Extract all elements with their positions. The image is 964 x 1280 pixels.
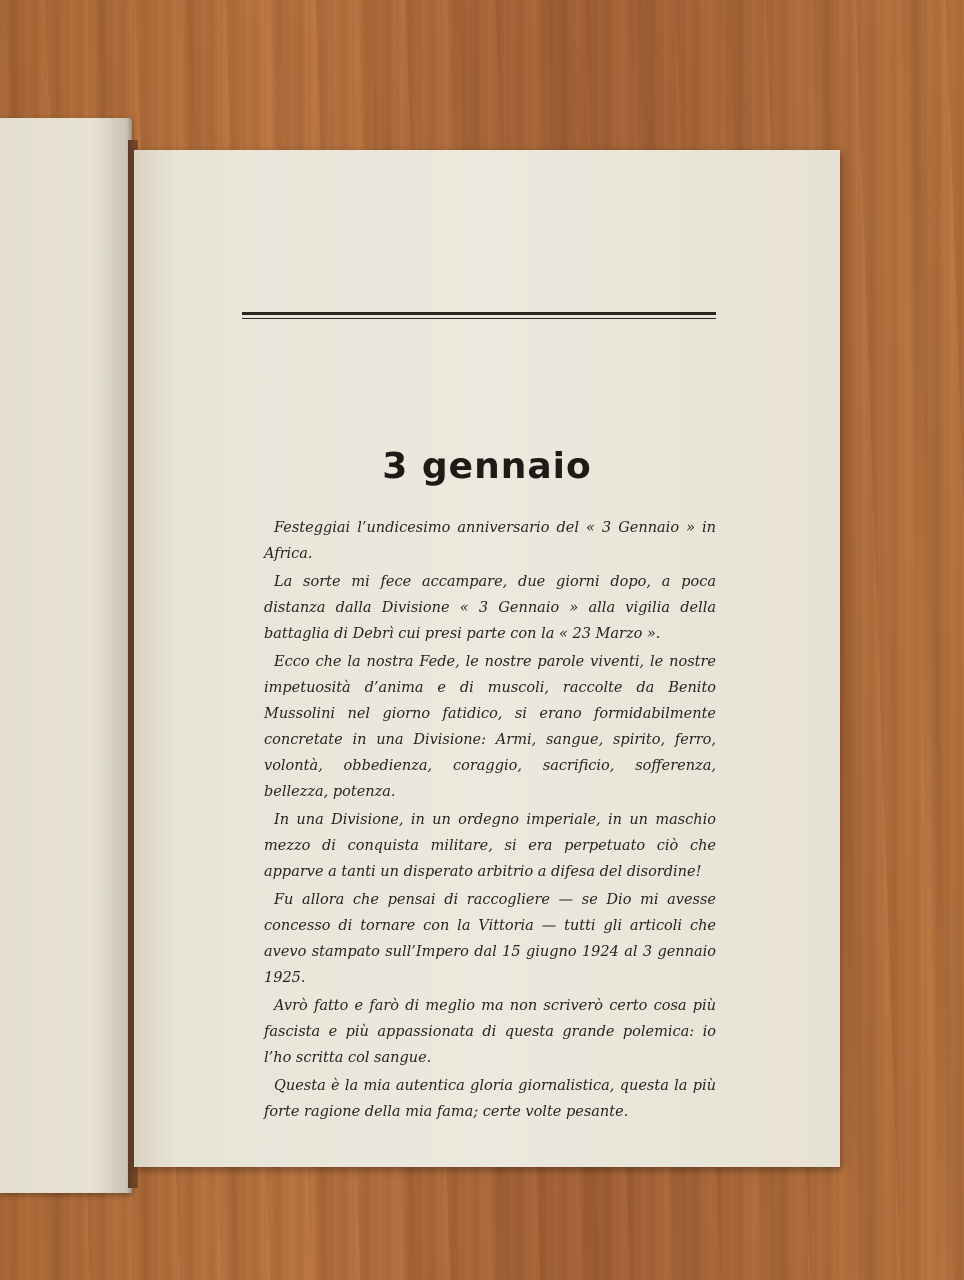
paragraph: In una Divisione, in un ordegno imperiale, in un maschio mezzo di conquista militare, si era perpetuato ciò che apparve a tanti un disperato arbitrio a difesa del disordine! — [264, 812, 716, 880]
paragraph: Fu allora che pensai di raccogliere — se Dio mi avesse concesso di tornare con la Vittoria — tutti gli articoli che avevo stampato sull’Impero dal 15 giugno 1924 al 3 gennaio 1925. — [264, 892, 716, 986]
double-rule-divider — [242, 312, 716, 320]
chapter-body — [264, 515, 716, 1127]
right-page — [134, 150, 840, 1167]
paragraph: Avrò fatto e farò di meglio ma non scriverò certo cosa più fascista e più appassionata di questa grande polemica: io l’ho scritta col sangue. — [264, 998, 716, 1066]
paragraph: Ecco che la nostra Fede, le nostre parole viventi, le nostre impetuosità d’anima e di muscoli, raccolte da Benito Mussolini nel giorno fatidico, si erano formidabilmente concretate in una Divisione: Armi, sangue, spirito, ferro, volontà, obbedienza, coraggio, sacrificio, sofferenza, bellezza, potenza. — [264, 654, 716, 800]
left-page — [0, 118, 132, 1193]
paragraph: La sorte mi fece accampare, due giorni dopo, a poca distanza dalla Divisione « 3 Gennaio » alla vigilia della battaglia di Debrì cui presi parte con la « 23 Marzo ». — [264, 574, 716, 642]
paragraph: Questa è la mia autentica gloria giornalistica, questa la più forte ragione della mia fama; certe volte pesante. — [264, 1078, 716, 1120]
paragraph: Festeggiai l’undicesimo anniversario del « 3 Gennaio » in Africa. — [264, 520, 716, 562]
chapter-title: 3 gennaio — [382, 446, 592, 487]
rule-thin-line — [242, 318, 716, 319]
rule-thick-line — [242, 312, 716, 315]
